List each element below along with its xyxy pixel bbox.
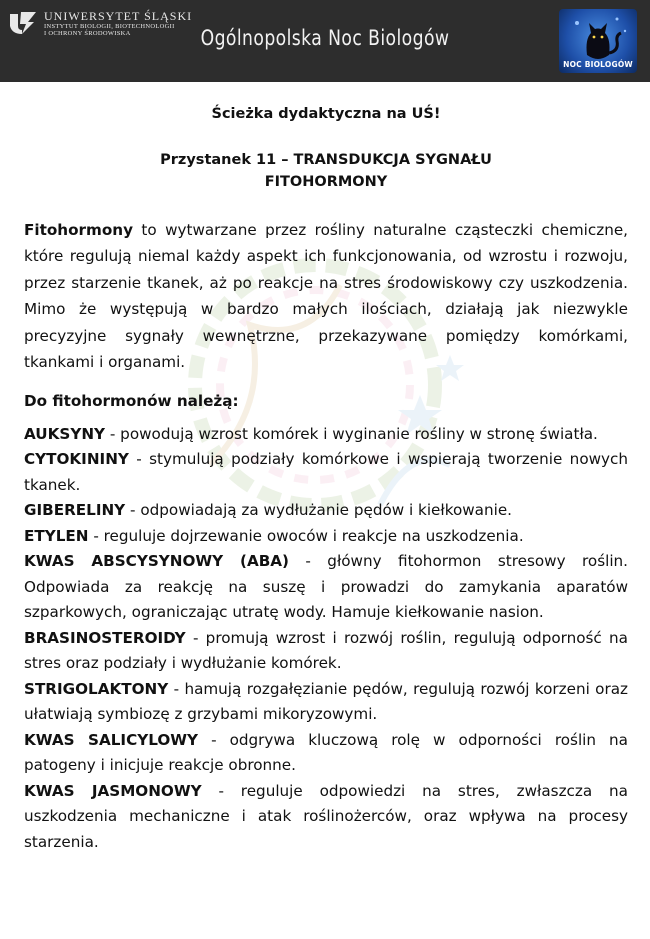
stop-heading xyxy=(24,150,628,194)
hormone-entry-kwas-salicylowy xyxy=(24,728,628,779)
hormone-term: STRIGOLAKTONY xyxy=(24,679,169,698)
hormone-term: AUKSYNY xyxy=(24,424,106,443)
hormone-entry-brasinosteroidy xyxy=(24,626,628,677)
hormone-entry-auksyny xyxy=(24,422,628,448)
hormone-description: - promują wzrost i rozwój roślin, regulują odporność na stres oraz podziały i wydłużanie komórek. xyxy=(24,628,628,672)
hormone-description: - główny fitohormon stresowy roślin. Odpowiada za reakcję na suszę i prowadzi do zamykania aparatów szparkowych, ograniczając utratę wody. Hamuje kiełkowanie nasion. xyxy=(24,552,628,621)
hormone-description: - odgrywa kluczową rolę w odporności roślin na patogeny i inicjuje reakcje obronne. xyxy=(24,730,628,774)
hormone-description: - odpowiadają za wydłużanie pędów i kiełkowanie. xyxy=(125,501,513,519)
hormone-term: GIBERELINY xyxy=(24,501,126,519)
intro-text: to wytwarzane przez rośliny naturalne cząsteczki chemiczne, które regulują niemal każdy aspekt ich funkcjonowania, od wzrostu i rozwoju, przez starzenie tkanek, aż po reakcje na stres środowiskowy czy uszkodzenia. Mimo że występują w bardzo małych ilościach, działają jak niezwykle precyzyjne sygnały wewnętrzne, przekazywane pomiędzy komórkami, tkankami i organami. xyxy=(24,220,628,371)
event-title: Ogólnopolska Noc Biologów xyxy=(200,26,450,50)
document-title: Ścieżka dydaktyczna na UŚ! xyxy=(211,106,441,122)
hormone-term: ETYLEN xyxy=(24,526,89,545)
hormone-entry-cytokininy xyxy=(24,447,628,498)
hormone-description: - powodują wzrost komórek i wyginanie rośliny w stronę światła. xyxy=(105,424,598,443)
hormone-list xyxy=(24,422,628,856)
hormone-entry-kwas-jasmonowy xyxy=(24,779,628,856)
stop-line: Przystanek 11 – TRANSDUKCJA SYGNAŁU xyxy=(160,152,492,168)
hormone-entry-aba xyxy=(24,549,628,626)
list-heading: Do fitohormonów należą: xyxy=(24,391,239,410)
university-institute-line-2: I OCHRONY ŚRODOWISKA xyxy=(44,30,131,38)
hormone-term: BRASINOSTEROIDY xyxy=(24,628,186,647)
hormone-description: - hamują rozgałęzianie pędów, regulują rozwój korzeni oraz ułatwiają symbiozę z grzybami mikoryzowymi. xyxy=(24,679,628,723)
hormone-entry-etylen xyxy=(24,524,628,550)
stop-subtitle: FITOHORMONY xyxy=(264,173,388,190)
header-bar xyxy=(0,0,650,82)
hormone-description: - stymulują podziały komórkowe i wspierają tworzenie nowych tkanek. xyxy=(24,450,628,494)
university-institute-line-1: INSTYTUT BIOLOGII, BIOTECHNOLOGII xyxy=(44,23,175,31)
intro-paragraph xyxy=(24,217,628,376)
intro-term: Fitohormony xyxy=(24,220,133,239)
university-logo-icon xyxy=(8,10,38,36)
university-name: UNIWERSYTET ŚLĄSKI xyxy=(44,9,193,23)
event-logo xyxy=(559,9,637,73)
hormone-term: KWAS JASMONOWY xyxy=(24,781,202,800)
document-content xyxy=(24,82,628,855)
hormone-term: CYTOKININY xyxy=(24,450,129,468)
hormone-description: - reguluje dojrzewanie owoców i reakcje na uszkodzenia. xyxy=(88,526,524,545)
hormone-term: KWAS SALICYLOWY xyxy=(24,730,199,749)
hormone-description: - reguluje odpowiedzi na stres, zwłaszcza na uszkodzenia mechaniczne i atak roślinożerców, oraz wpływa na procesy starzenia. xyxy=(24,781,628,851)
hormone-entry-gibereliny xyxy=(24,498,628,524)
event-logo-text: NOC BIOLOGÓW xyxy=(563,60,633,69)
hormone-term: KWAS ABSCYSYNOWY (ABA) xyxy=(24,552,289,570)
hormone-entry-strigolaktony xyxy=(24,677,628,728)
